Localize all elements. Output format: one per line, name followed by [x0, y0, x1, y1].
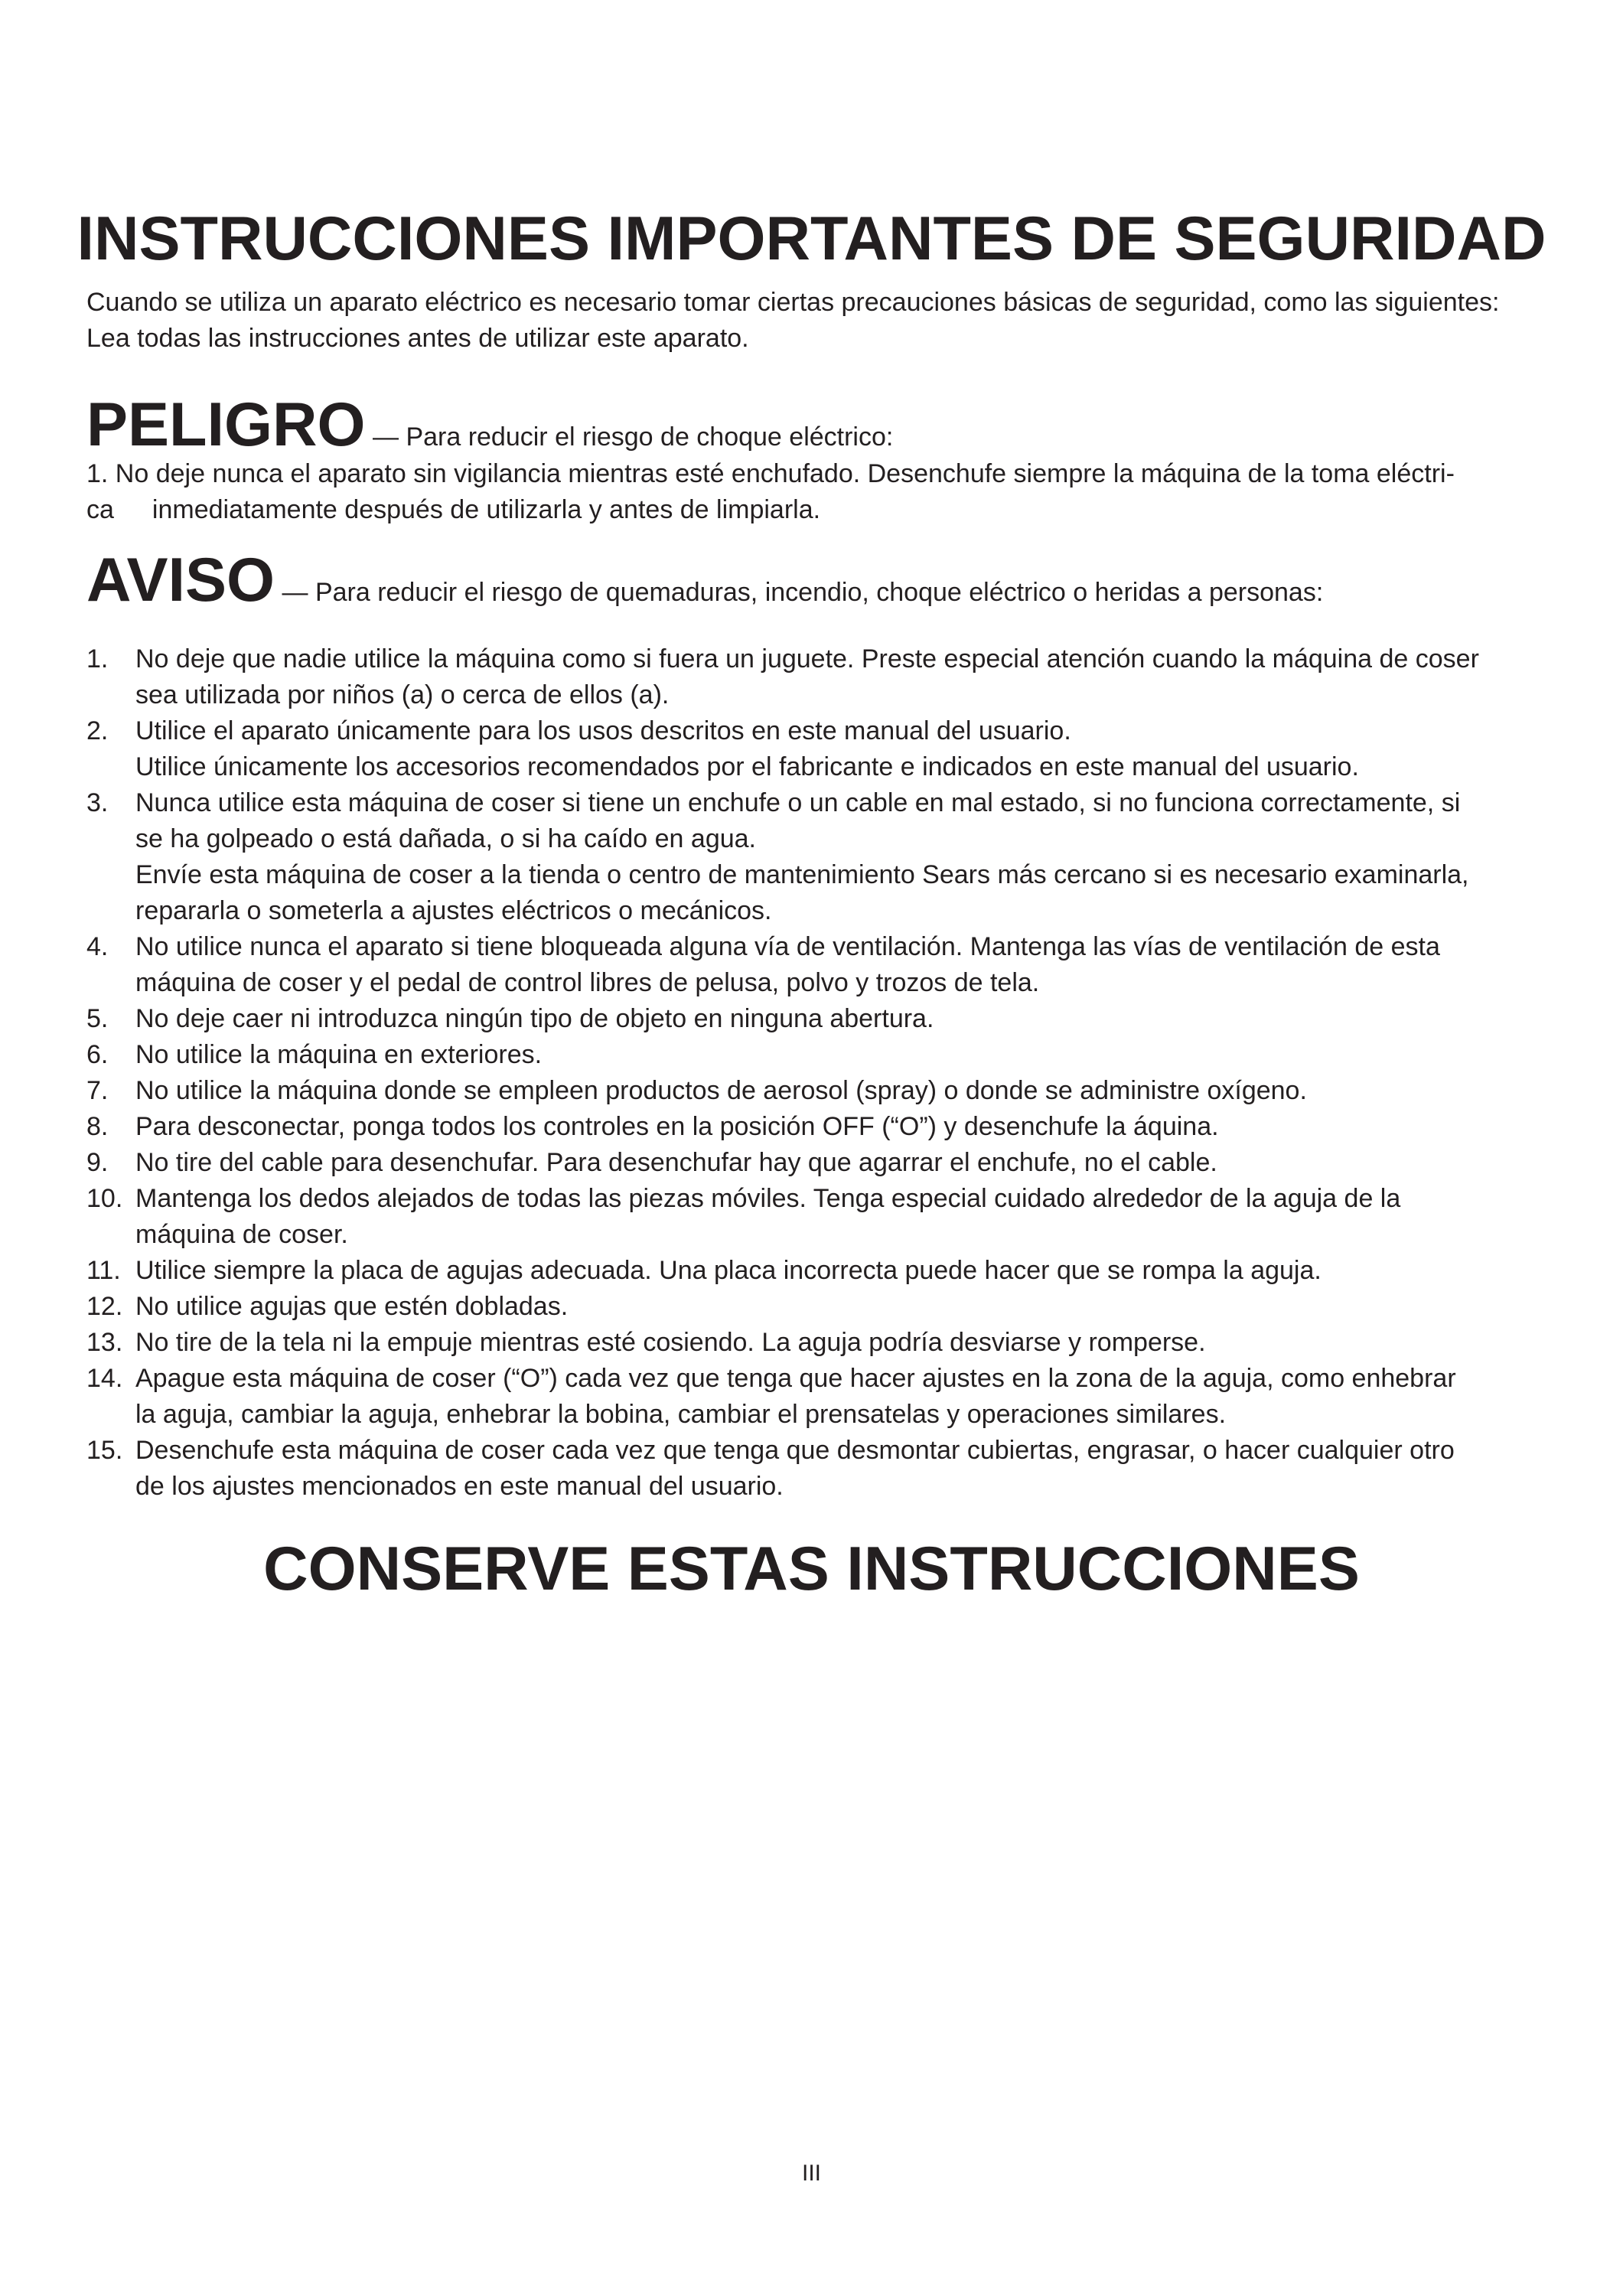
list-item-text: No utilice la máquina donde se empleen productos de aerosol (spray) o donde se administre oxígeno. — [135, 1076, 1307, 1105]
list-item-number: 14. — [86, 1364, 123, 1393]
peligro-heading — [86, 390, 893, 459]
peligro-line-2-rest: inmediatamente después de utilizarla y antes de limpiarla. — [152, 495, 821, 524]
peligro-subtitle: — Para reducir el riesgo de choque eléctrico: — [365, 422, 894, 452]
list-item — [86, 641, 1556, 713]
peligro-item — [86, 456, 1548, 528]
list-item-text: No tire del cable para desenchufar. Para desenchufar hay que agarrar el enchufe, no el cable. — [135, 1148, 1217, 1177]
list-item-text: la aguja, cambiar la aguja, enhebrar la bobina, cambiar el prensatelas y operaciones similares. — [135, 1400, 1227, 1429]
list-item-text: No utilice la máquina en exteriores. — [135, 1040, 543, 1069]
list-item — [86, 1361, 1556, 1433]
list-item-text: Mantenga los dedos alejados de todas las piezas móviles. Tenga especial cuidado alrededor de la aguja de la — [135, 1184, 1401, 1213]
list-item — [86, 1325, 1556, 1361]
list-item-text: repararla o someterla a ajustes eléctricos o mecánicos. — [135, 896, 772, 925]
list-item-number: 15. — [86, 1436, 123, 1465]
intro-paragraph: Cuando se utiliza un aparato eléctrico es necesario tomar ciertas precauciones básicas de seguridad, como las siguientes: Lea todas las instrucciones antes de utilizar este aparato. — [86, 288, 1500, 353]
list-item-text: Utilice siempre la placa de agujas adecuada. Una placa incorrecta puede hacer que se rompa la aguja. — [135, 1256, 1322, 1285]
page-number: III — [801, 2161, 821, 2186]
list-item-text: máquina de coser y el pedal de control libres de pelusa, polvo y trozos de tela. — [135, 968, 1040, 997]
aviso-list — [86, 641, 1556, 1505]
list-item-text: de los ajustes mencionados en este manual del usuario. — [135, 1472, 784, 1501]
list-item — [86, 1109, 1556, 1145]
peligro-line-2 — [86, 492, 1548, 528]
peligro-title: PELIGRO — [86, 390, 366, 459]
list-item-text: máquina de coser. — [135, 1220, 348, 1249]
list-item-number: 3. — [86, 788, 109, 817]
aviso-subtitle: — Para reducir el riesgo de quemaduras, incendio, choque eléctrico o heridas a personas: — [275, 578, 1324, 607]
list-item-text: Nunca utilice esta máquina de coser si tiene un enchufe o un cable en mal estado, si no funciona correctamente, si — [135, 788, 1461, 817]
list-item-number: 11. — [86, 1256, 121, 1285]
list-item — [86, 1181, 1556, 1253]
peligro-line-2-start: ca — [86, 495, 114, 524]
list-item-text: Para desconectar, ponga todos los controles en la posición OFF (“O”) y desenchufe la áquina. — [135, 1112, 1219, 1141]
list-item — [86, 1253, 1556, 1289]
list-item-number: 9. — [86, 1148, 109, 1177]
list-item-number: 4. — [86, 932, 109, 961]
list-item-text: No utilice nunca el aparato si tiene bloqueada alguna vía de ventilación. Mantenga las vías de ventilación de esta — [135, 932, 1440, 961]
list-item — [86, 1037, 1556, 1073]
list-item-number: 13. — [86, 1328, 123, 1357]
footer-title: CONSERVE ESTAS INSTRUCCIONES — [263, 1534, 1360, 1603]
list-item-number: 8. — [86, 1112, 109, 1141]
list-item-text: se ha golpeado o está dañada, o si ha caído en agua. — [135, 824, 756, 853]
list-item-text: sea utilizada por niños (a) o cerca de ellos (a). — [135, 680, 670, 709]
list-item — [86, 1433, 1556, 1505]
list-item-text: No tire de la tela ni la empuje mientras esté cosiendo. La aguja podría desviarse y romperse. — [135, 1328, 1206, 1357]
list-item — [86, 1145, 1556, 1181]
list-item-number: 10. — [86, 1184, 123, 1213]
page-title: INSTRUCCIONES IMPORTANTES DE SEGURIDAD — [77, 204, 1546, 273]
list-item — [86, 713, 1556, 785]
aviso-heading — [86, 546, 1323, 615]
list-item-text: Utilice únicamente los accesorios recomendados por el fabricante e indicados en este manual del usuario. — [135, 752, 1359, 781]
list-item-number: 5. — [86, 1004, 109, 1033]
list-item-text: No deje que nadie utilice la máquina como si fuera un juguete. Preste especial atención cuando la máquina de coser — [135, 644, 1479, 673]
list-item-number: 1. — [86, 644, 109, 673]
list-item-text: Envíe esta máquina de coser a la tienda o centro de mantenimiento Sears más cercano si es necesario examinarla, — [135, 860, 1469, 889]
list-item — [86, 1289, 1556, 1325]
list-item — [86, 1001, 1556, 1037]
list-item — [86, 929, 1556, 1001]
aviso-title: AVISO — [86, 546, 275, 615]
list-item — [86, 785, 1556, 929]
list-item-text: No deje caer ni introduzca ningún tipo de objeto en ninguna abertura. — [135, 1004, 934, 1033]
peligro-line-1: 1. No deje nunca el aparato sin vigilancia mientras esté enchufado. Desenchufe siempre la máquina de la toma eléctri- — [86, 459, 1455, 488]
list-item-number: 6. — [86, 1040, 109, 1069]
list-item-text: Apague esta máquina de coser (“O”) cada vez que tenga que hacer ajustes en la zona de la aguja, como enhebrar — [135, 1364, 1456, 1393]
list-item-number: 2. — [86, 716, 109, 745]
list-item-text: Utilice el aparato únicamente para los usos descritos en este manual del usuario. — [135, 716, 1071, 745]
list-item-text: Desenchufe esta máquina de coser cada vez que tenga que desmontar cubiertas, engrasar, o hacer cualquier otro — [135, 1436, 1455, 1465]
list-item-text: No utilice agujas que estén dobladas. — [135, 1292, 569, 1321]
list-item-number: 12. — [86, 1292, 123, 1321]
list-item — [86, 1073, 1556, 1109]
list-item-number: 7. — [86, 1076, 109, 1105]
